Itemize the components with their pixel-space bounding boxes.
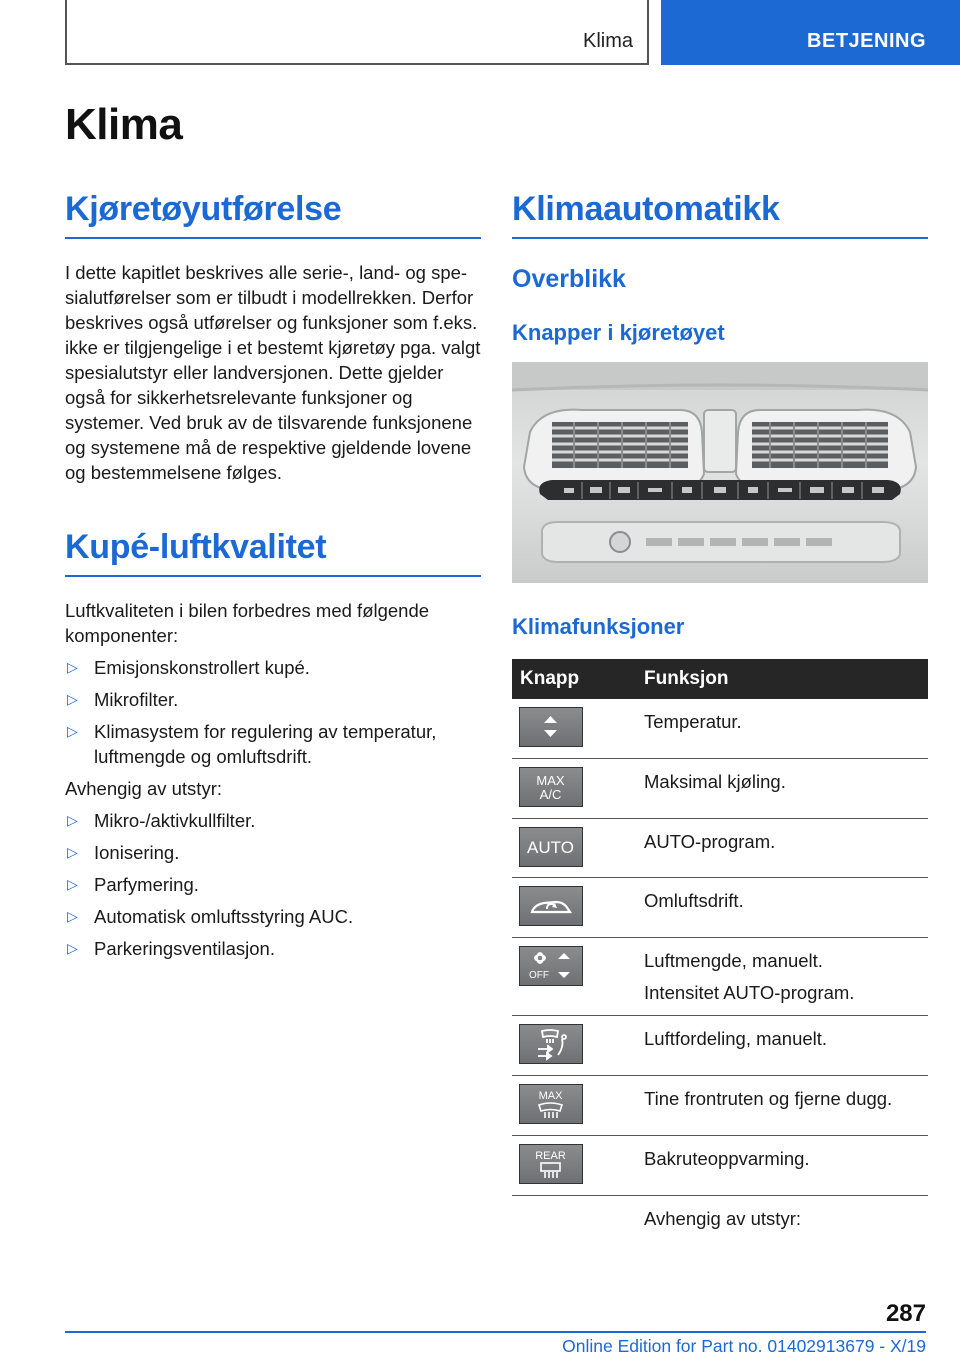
list-item: ▷ Mikro-/aktivkullfilter.	[67, 810, 256, 831]
table-row	[512, 937, 928, 1015]
triangle-bullet-icon: ▷	[67, 691, 78, 707]
header-chapter-tab	[661, 0, 960, 65]
table-row	[512, 818, 928, 877]
footer-edition-text: Online Edition for Part no. 01402913679 - X/19	[562, 1336, 926, 1356]
paragraph-equipment-dependent: Avhengig av utstyr:	[644, 1207, 801, 1229]
table-row	[512, 1135, 928, 1195]
list-item: ▷ Ionisering.	[67, 842, 180, 863]
paragraph-vehicle-version: I dette kapitlet beskrives alle serie-, land- og spesialutførelser som er tilbudt i modellrekken. Derfor beskrives også utførelser og funksjoner som f.eks. ikke er tilgjengelige i et bestemt kjøretøy pga. valgt spesialutstyr eller landversjonen. Dette gjelder også for sikkerhetsrelevante funksjoner og systemer. Ved bruk av de tilsvarende funksjonene og systemene må de respektive gjeldende lovene og bestemmelsene følges.	[65, 262, 481, 483]
function-text: Tine frontruten og fjerne dugg.	[636, 1075, 928, 1135]
function-text: Omluftsdrift.	[636, 877, 928, 937]
table-row	[512, 877, 928, 937]
header-section-label: Klima	[582, 30, 633, 52]
paragraph-air-quality: Luftkvaliteten i bilen forbedres med følgende komponenter:	[65, 600, 430, 646]
heading-buttons-in-vehicle: Knapper i kjøretøyet	[512, 320, 725, 345]
triangle-bullet-icon: ▷	[67, 876, 78, 892]
list-item: ▷ Parkeringsventilasjon.	[67, 938, 275, 959]
table-row	[512, 1075, 928, 1135]
triangle-bullet-icon: ▷	[67, 908, 78, 924]
column-header-function: Funksjon	[636, 659, 928, 699]
table-header-row	[512, 659, 928, 699]
heading-vehicle-version: Kjøretøyutførelse	[65, 190, 481, 239]
triangle-bullet-icon: ▷	[67, 812, 78, 828]
triangle-bullet-icon: ▷	[67, 723, 78, 739]
triangle-bullet-icon: ▷	[67, 940, 78, 956]
svg-text:REAR: REAR	[535, 1149, 566, 1162]
function-text: AUTO-program.	[636, 818, 928, 877]
temperature-arrows-icon	[519, 707, 583, 747]
function-subtext: Intensitet AUTO-program.	[644, 981, 855, 1003]
page-title: Klima	[65, 100, 183, 149]
max-ac-icon	[519, 767, 583, 807]
heading-cabin-air-quality: Kupé-luftkvalitet	[65, 528, 481, 577]
column-header-button: Knapp	[512, 659, 636, 699]
triangle-bullet-icon: ▷	[67, 844, 78, 860]
list-item: ▷ Emisjonskonstrollert kupé.	[67, 657, 310, 678]
function-text: Temperatur.	[636, 699, 928, 758]
table-row	[512, 1015, 928, 1075]
heading-climate-functions: Klimafunksjoner	[512, 614, 685, 639]
recirculation-icon	[519, 886, 583, 926]
heading-overview: Overblikk	[512, 265, 626, 293]
climate-control-photo	[512, 362, 928, 583]
svg-text:MAX: MAX	[538, 1089, 563, 1102]
heading-automatic-climate: Klimaautomatikk	[512, 190, 928, 239]
max-defrost-icon	[519, 1084, 583, 1124]
list-item: ▷ Klimasystem for regulering av temperatur, luftmengde og omluftsdrift.	[67, 721, 437, 767]
component-list	[65, 655, 481, 769]
climate-functions-table	[512, 659, 928, 1196]
paragraph-equipment: Avhengig av utstyr:	[65, 778, 222, 799]
function-text: Bakruteoppvarming.	[636, 1135, 928, 1195]
list-item: ▷ Mikrofilter.	[67, 689, 179, 710]
auto-icon	[519, 827, 583, 867]
function-text: Maksimal kjøling.	[636, 758, 928, 818]
table-row	[512, 758, 928, 818]
header-chapter-label: BETJENING	[807, 30, 926, 52]
header-section-box	[65, 0, 649, 65]
list-item: ▷ Parfymering.	[67, 874, 199, 895]
function-text: Luftfordeling, manuelt.	[636, 1015, 928, 1075]
dashboard-vents-image	[512, 362, 928, 583]
svg-text:A/C: A/C	[539, 786, 562, 802]
function-text: Luftmengde, manuelt.	[644, 949, 823, 971]
fan-speed-icon	[519, 946, 583, 986]
list-item: ▷ Automatisk omluftsstyring AUC.	[67, 906, 354, 927]
footer-divider	[65, 1331, 926, 1333]
svg-text:MAX: MAX	[536, 772, 565, 788]
table-row	[512, 699, 928, 758]
left-column	[65, 190, 481, 961]
right-column	[512, 190, 928, 1231]
triangle-bullet-icon: ▷	[67, 659, 78, 675]
svg-text:AUTO: AUTO	[527, 837, 574, 857]
svg-text:OFF: OFF	[529, 969, 549, 981]
rear-defrost-icon	[519, 1144, 583, 1184]
air-distribution-icon	[519, 1024, 583, 1064]
equipment-list	[65, 808, 481, 961]
page-number: 287	[885, 1300, 926, 1327]
